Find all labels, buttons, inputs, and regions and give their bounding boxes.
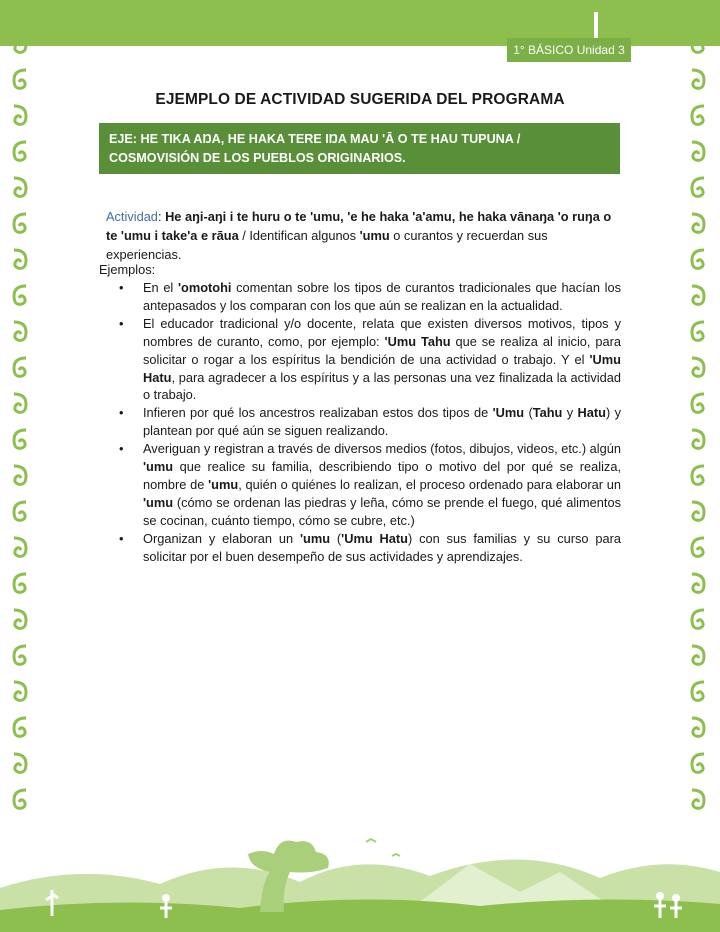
- spiral-motif-icon: [688, 174, 708, 204]
- item-text: (: [330, 530, 342, 546]
- spiral-motif-icon: [10, 750, 30, 780]
- activity-label: Actividad: [106, 209, 158, 224]
- list-item: [99, 279, 621, 315]
- spiral-motif-icon: [688, 714, 708, 744]
- spiral-motif-icon: [10, 174, 30, 204]
- examples-list: [99, 279, 621, 566]
- spiral-motif-icon: [688, 498, 708, 528]
- spiral-motif-icon: [688, 318, 708, 348]
- item-text: El educador tradicional y/o docente, relata que existen diversos motivos, tipos y nombres de curanto, como, por ejemplo:: [143, 315, 621, 349]
- item-text: ) con sus familias y su curso para solicitar por el buen desempeño de sus actividades y aprendizajes.: [143, 530, 621, 564]
- spiral-motif-icon: [688, 138, 708, 168]
- spiral-motif-icon: [10, 246, 30, 276]
- examples-label: Ejemplos:: [99, 262, 156, 277]
- item-text: (cómo se ordenan las piedras y leña, cómo se prende el fuego, qué alimentos se cocinan, cuánto tiempo, cómo se cubre, etc.): [143, 494, 621, 528]
- spiral-motif-icon: [688, 426, 708, 456]
- item-text: , quién o quiénes lo realizan, el proceso ordenado para elaborar un: [238, 476, 621, 492]
- item-text: Organizan y elaboran un: [143, 530, 300, 546]
- bullet: •: [119, 405, 124, 421]
- bullet: •: [119, 530, 124, 546]
- item-bold: 'umu: [143, 494, 174, 510]
- right-border-pattern: [686, 30, 710, 830]
- list-item: [99, 315, 621, 405]
- bullet: •: [119, 441, 124, 457]
- spiral-motif-icon: [688, 390, 708, 420]
- item-bold: 'umu: [299, 530, 331, 546]
- spiral-motif-icon: [10, 30, 30, 60]
- bullet: •: [119, 280, 124, 295]
- item-bold: Tahu: [532, 405, 563, 421]
- footer-landscape-illustration: [0, 792, 720, 932]
- item-text: y: [562, 405, 578, 421]
- spiral-motif-icon: [688, 678, 708, 708]
- item-text: (: [524, 405, 533, 421]
- item-text: que se realiza al inicio, para solicitar o rogar a los espíritus la bendición de una actividad o trabajo. Y el: [143, 333, 621, 367]
- activity-rapa-nui-text: He aŋi-aŋi i te huru o te 'umu, 'e he haka 'a'amu, he haka vānaŋa 'o ruŋa o te 'umu i take'a e rāua: [106, 209, 612, 243]
- item-bold: 'Umu Hatu: [143, 351, 621, 385]
- eje-text: EJE: HE TIKA AŊA, HE HAKA TERE IŊA MAU 'Ā O TE HAU TUPUNA / COSMOVISIÓN DE LOS PUEBLOS ORIGINARIOS.: [109, 132, 521, 165]
- item-text: comentan sobre los tipos de curantos tradicionales que hacían los antepasados y los comparan con los que aún se realizan en la actualidad.: [143, 280, 621, 313]
- spiral-motif-icon: [688, 354, 708, 384]
- spiral-motif-icon: [688, 210, 708, 240]
- item-bold: Hatu: [577, 405, 606, 421]
- spiral-motif-icon: [10, 282, 30, 312]
- spiral-motif-icon: [10, 714, 30, 744]
- item-bold: 'Umu: [492, 405, 525, 421]
- spiral-motif-icon: [10, 318, 30, 348]
- item-text: En el: [143, 280, 178, 295]
- spiral-motif-icon: [688, 462, 708, 492]
- spiral-motif-icon: [688, 606, 708, 636]
- spiral-motif-icon: [10, 606, 30, 636]
- spiral-motif-icon: [10, 390, 30, 420]
- spiral-motif-icon: [688, 534, 708, 564]
- spiral-motif-icon: [10, 678, 30, 708]
- item-bold: 'umu: [208, 476, 239, 492]
- item-text: ) y plantean por qué aún se siguen realizando.: [143, 405, 621, 439]
- spiral-motif-icon: [10, 534, 30, 564]
- spiral-motif-icon: [688, 246, 708, 276]
- spiral-motif-icon: [10, 210, 30, 240]
- activity-spanish-bold: 'umu: [359, 228, 390, 243]
- spiral-motif-icon: [10, 570, 30, 600]
- item-text: Infieren por qué los ancestros realizaban estos dos tipos de: [143, 405, 493, 421]
- activity-colon: :: [157, 209, 166, 224]
- left-border-pattern: [8, 30, 32, 830]
- spiral-motif-icon: [688, 30, 708, 60]
- item-text: que realice su familia, describiendo tipo o motivo del por qué se realiza, nombre de: [143, 459, 621, 492]
- spiral-motif-icon: [10, 462, 30, 492]
- spiral-motif-icon: [10, 138, 30, 168]
- item-text: Averiguan y registran a través de diversos medios (fotos, dibujos, videos, etc.) algún: [143, 441, 621, 457]
- spiral-motif-icon: [688, 642, 708, 672]
- page-title: EJEMPLO DE ACTIVIDAD SUGERIDA DEL PROGRAMA: [155, 91, 565, 108]
- spiral-motif-icon: [688, 282, 708, 312]
- activity-paragraph: [106, 207, 620, 264]
- bullet: •: [119, 315, 124, 331]
- spiral-motif-icon: [10, 354, 30, 384]
- spiral-motif-icon: [688, 570, 708, 600]
- badge-tab-decoration: [594, 12, 598, 40]
- list-item: [99, 404, 621, 440]
- spiral-motif-icon: [688, 750, 708, 780]
- spiral-motif-icon: [10, 498, 30, 528]
- list-item: [99, 440, 621, 530]
- spiral-motif-icon: [10, 642, 30, 672]
- item-bold: 'umu: [143, 459, 174, 475]
- item-text: , para agradecer a los espíritus y a las personas una vez finalizada la actividad o trabajo.: [143, 369, 621, 403]
- item-bold: 'Umu Tahu: [384, 333, 451, 349]
- activity-spanish-post: o curantos y recuerdan sus experiencias.: [106, 228, 548, 262]
- list-item: [99, 530, 621, 566]
- activity-spanish-pre: / Identifican algunos: [238, 228, 360, 243]
- item-bold: 'Umu Hatu: [341, 530, 408, 546]
- unit-badge: 1° BÁSICO Unidad 3: [507, 38, 631, 62]
- item-bold: 'omotohi: [177, 280, 232, 295]
- eje-banner: [99, 123, 620, 174]
- spiral-motif-icon: [10, 426, 30, 456]
